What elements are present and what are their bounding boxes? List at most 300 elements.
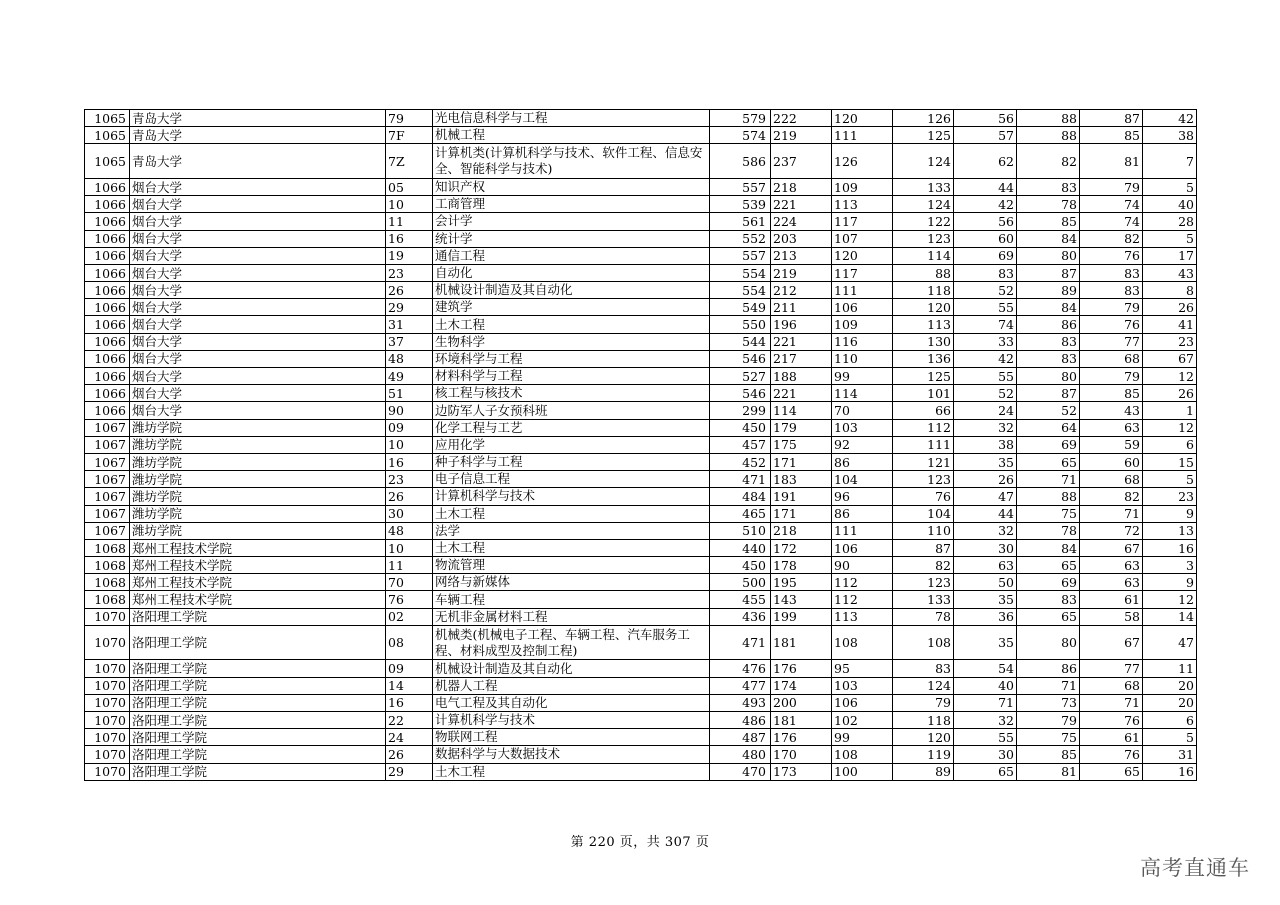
school-name: 烟台大学 <box>130 316 386 333</box>
chinese-score: 170 <box>771 746 832 763</box>
total-score: 477 <box>710 677 771 694</box>
major-name: 核工程与核技术 <box>433 385 710 402</box>
school-code: 1068 <box>85 591 130 608</box>
school-name: 烟台大学 <box>130 368 386 385</box>
table-row <box>85 247 1197 264</box>
chinese-score: 143 <box>771 591 832 608</box>
score-table <box>84 109 1197 781</box>
major-code: 26 <box>386 746 433 763</box>
table-row <box>85 230 1197 247</box>
math-score: 111 <box>832 522 893 539</box>
science-score: 62 <box>954 144 1017 179</box>
major-code: 90 <box>386 402 433 419</box>
table-row <box>85 402 1197 419</box>
score-col-10: 69 <box>1017 574 1080 591</box>
table-row <box>85 763 1197 780</box>
school-name: 郑州工程技术学院 <box>130 539 386 556</box>
school-name: 烟台大学 <box>130 247 386 264</box>
science-score: 54 <box>954 660 1017 677</box>
score-col-10: 65 <box>1017 453 1080 470</box>
score-col-10: 71 <box>1017 471 1080 488</box>
school-code: 1066 <box>85 178 130 195</box>
total-score: 549 <box>710 299 771 316</box>
school-code: 1066 <box>85 282 130 299</box>
score-col-11: 77 <box>1080 660 1143 677</box>
score-col-11: 58 <box>1080 608 1143 625</box>
major-code: 10 <box>386 436 433 453</box>
chinese-score: 179 <box>771 419 832 436</box>
major-code: 09 <box>386 660 433 677</box>
major-name: 应用化学 <box>433 436 710 453</box>
page-number: 第 220 页，共 307 页 <box>570 835 710 850</box>
total-score: 471 <box>710 471 771 488</box>
math-score: 99 <box>832 368 893 385</box>
english-score: 118 <box>893 282 954 299</box>
science-score: 60 <box>954 230 1017 247</box>
english-score: 133 <box>893 591 954 608</box>
score-col-11: 83 <box>1080 264 1143 281</box>
math-score: 113 <box>832 608 893 625</box>
score-col-12: 14 <box>1143 608 1197 625</box>
total-score: 557 <box>710 247 771 264</box>
major-code: 30 <box>386 505 433 522</box>
english-score: 104 <box>893 505 954 522</box>
math-score: 95 <box>832 660 893 677</box>
major-name: 计算机科学与技术 <box>433 488 710 505</box>
score-col-10: 84 <box>1017 299 1080 316</box>
math-score: 109 <box>832 178 893 195</box>
math-score: 108 <box>832 625 893 660</box>
major-code: 16 <box>386 230 433 247</box>
major-code: 16 <box>386 694 433 711</box>
score-col-12: 3 <box>1143 557 1197 574</box>
score-col-12: 11 <box>1143 660 1197 677</box>
science-score: 65 <box>954 763 1017 780</box>
math-score: 100 <box>832 763 893 780</box>
english-score: 123 <box>893 230 954 247</box>
school-code: 1066 <box>85 333 130 350</box>
school-name: 洛阳理工学院 <box>130 694 386 711</box>
table-row <box>85 608 1197 625</box>
school-name: 烟台大学 <box>130 264 386 281</box>
major-name: 网络与新媒体 <box>433 574 710 591</box>
school-code: 1067 <box>85 453 130 470</box>
score-col-11: 67 <box>1080 625 1143 660</box>
chinese-score: 174 <box>771 677 832 694</box>
math-score: 86 <box>832 505 893 522</box>
score-col-10: 88 <box>1017 488 1080 505</box>
score-col-11: 63 <box>1080 557 1143 574</box>
table-row <box>85 694 1197 711</box>
total-score: 471 <box>710 625 771 660</box>
total-score: 574 <box>710 127 771 144</box>
english-score: 126 <box>893 110 954 127</box>
math-score: 96 <box>832 488 893 505</box>
table-row <box>85 453 1197 470</box>
major-code: 16 <box>386 453 433 470</box>
school-code: 1070 <box>85 729 130 746</box>
math-score: 108 <box>832 746 893 763</box>
school-code: 1066 <box>85 213 130 230</box>
chinese-score: 196 <box>771 316 832 333</box>
score-col-12: 31 <box>1143 746 1197 763</box>
school-code: 1066 <box>85 196 130 213</box>
science-score: 35 <box>954 453 1017 470</box>
total-score: 527 <box>710 368 771 385</box>
school-code: 1065 <box>85 144 130 179</box>
total-score: 484 <box>710 488 771 505</box>
science-score: 32 <box>954 712 1017 729</box>
school-name: 洛阳理工学院 <box>130 677 386 694</box>
science-score: 32 <box>954 419 1017 436</box>
total-score: 546 <box>710 385 771 402</box>
math-score: 112 <box>832 591 893 608</box>
school-code: 1066 <box>85 385 130 402</box>
table-row <box>85 746 1197 763</box>
school-code: 1068 <box>85 539 130 556</box>
table-row <box>85 127 1197 144</box>
score-col-12: 12 <box>1143 591 1197 608</box>
score-col-12: 5 <box>1143 178 1197 195</box>
score-col-12: 6 <box>1143 712 1197 729</box>
score-col-11: 77 <box>1080 333 1143 350</box>
school-name: 烟台大学 <box>130 402 386 419</box>
english-score: 123 <box>893 574 954 591</box>
school-name: 洛阳理工学院 <box>130 763 386 780</box>
school-name: 洛阳理工学院 <box>130 729 386 746</box>
major-code: 23 <box>386 471 433 488</box>
total-score: 510 <box>710 522 771 539</box>
science-score: 69 <box>954 247 1017 264</box>
table-row <box>85 712 1197 729</box>
score-col-12: 6 <box>1143 436 1197 453</box>
score-col-10: 81 <box>1017 763 1080 780</box>
score-col-11: 76 <box>1080 746 1143 763</box>
major-name: 机器人工程 <box>433 677 710 694</box>
score-col-10: 89 <box>1017 282 1080 299</box>
school-name: 烟台大学 <box>130 350 386 367</box>
english-score: 122 <box>893 213 954 230</box>
school-code: 1070 <box>85 660 130 677</box>
school-name: 烟台大学 <box>130 385 386 402</box>
chinese-score: 171 <box>771 505 832 522</box>
score-col-11: 81 <box>1080 144 1143 179</box>
score-col-11: 65 <box>1080 763 1143 780</box>
major-code: 26 <box>386 488 433 505</box>
table-row <box>85 196 1197 213</box>
score-col-11: 72 <box>1080 522 1143 539</box>
major-name: 数据科学与大数据技术 <box>433 746 710 763</box>
english-score: 119 <box>893 746 954 763</box>
science-score: 52 <box>954 385 1017 402</box>
major-name: 生物科学 <box>433 333 710 350</box>
school-name: 青岛大学 <box>130 127 386 144</box>
science-score: 44 <box>954 505 1017 522</box>
major-name: 工商管理 <box>433 196 710 213</box>
math-score: 109 <box>832 316 893 333</box>
major-name: 化学工程与工艺 <box>433 419 710 436</box>
major-code: 48 <box>386 350 433 367</box>
school-name: 烟台大学 <box>130 178 386 195</box>
science-score: 42 <box>954 196 1017 213</box>
science-score: 30 <box>954 539 1017 556</box>
major-name: 电气工程及其自动化 <box>433 694 710 711</box>
school-name: 潍坊学院 <box>130 436 386 453</box>
english-score: 136 <box>893 350 954 367</box>
table-row <box>85 488 1197 505</box>
chinese-score: 178 <box>771 557 832 574</box>
score-col-12: 12 <box>1143 368 1197 385</box>
score-col-10: 86 <box>1017 660 1080 677</box>
score-col-12: 1 <box>1143 402 1197 419</box>
major-code: 10 <box>386 539 433 556</box>
major-name: 环境科学与工程 <box>433 350 710 367</box>
major-code: 26 <box>386 282 433 299</box>
score-col-11: 79 <box>1080 368 1143 385</box>
chinese-score: 176 <box>771 660 832 677</box>
major-name: 知识产权 <box>433 178 710 195</box>
school-name: 洛阳理工学院 <box>130 746 386 763</box>
english-score: 133 <box>893 178 954 195</box>
table-row <box>85 350 1197 367</box>
major-name: 统计学 <box>433 230 710 247</box>
score-col-10: 85 <box>1017 746 1080 763</box>
school-code: 1068 <box>85 574 130 591</box>
score-col-11: 79 <box>1080 299 1143 316</box>
table-row <box>85 264 1197 281</box>
math-score: 102 <box>832 712 893 729</box>
major-code: 29 <box>386 763 433 780</box>
science-score: 71 <box>954 694 1017 711</box>
major-name: 种子科学与工程 <box>433 453 710 470</box>
table-row <box>85 557 1197 574</box>
math-score: 103 <box>832 677 893 694</box>
table-row <box>85 660 1197 677</box>
major-name: 土木工程 <box>433 316 710 333</box>
school-name: 青岛大学 <box>130 144 386 179</box>
english-score: 79 <box>893 694 954 711</box>
school-code: 1066 <box>85 264 130 281</box>
major-name: 法学 <box>433 522 710 539</box>
english-score: 111 <box>893 436 954 453</box>
score-col-11: 79 <box>1080 178 1143 195</box>
score-col-11: 76 <box>1080 247 1143 264</box>
school-name: 烟台大学 <box>130 282 386 299</box>
table-row <box>85 110 1197 127</box>
total-score: 500 <box>710 574 771 591</box>
chinese-score: 199 <box>771 608 832 625</box>
chinese-score: 221 <box>771 196 832 213</box>
score-col-11: 59 <box>1080 436 1143 453</box>
english-score: 125 <box>893 368 954 385</box>
table-row <box>85 436 1197 453</box>
science-score: 30 <box>954 746 1017 763</box>
chinese-score: 211 <box>771 299 832 316</box>
chinese-score: 219 <box>771 264 832 281</box>
score-col-12: 16 <box>1143 539 1197 556</box>
science-score: 33 <box>954 333 1017 350</box>
major-name: 计算机科学与技术 <box>433 712 710 729</box>
school-name: 潍坊学院 <box>130 505 386 522</box>
major-name: 自动化 <box>433 264 710 281</box>
school-code: 1067 <box>85 471 130 488</box>
major-name: 机械设计制造及其自动化 <box>433 660 710 677</box>
score-col-11: 76 <box>1080 316 1143 333</box>
school-name: 潍坊学院 <box>130 453 386 470</box>
score-col-11: 68 <box>1080 471 1143 488</box>
english-score: 108 <box>893 625 954 660</box>
major-name: 会计学 <box>433 213 710 230</box>
total-score: 440 <box>710 539 771 556</box>
chinese-score: 172 <box>771 539 832 556</box>
chinese-score: 176 <box>771 729 832 746</box>
major-name: 物联网工程 <box>433 729 710 746</box>
score-col-10: 69 <box>1017 436 1080 453</box>
math-score: 113 <box>832 196 893 213</box>
school-code: 1070 <box>85 608 130 625</box>
total-score: 586 <box>710 144 771 179</box>
science-score: 26 <box>954 471 1017 488</box>
major-code: 37 <box>386 333 433 350</box>
score-col-12: 38 <box>1143 127 1197 144</box>
table-row <box>85 677 1197 694</box>
school-name: 郑州工程技术学院 <box>130 591 386 608</box>
chinese-score: 183 <box>771 471 832 488</box>
total-score: 450 <box>710 419 771 436</box>
science-score: 57 <box>954 127 1017 144</box>
table-row <box>85 522 1197 539</box>
major-name: 无机非金属材料工程 <box>433 608 710 625</box>
school-code: 1066 <box>85 350 130 367</box>
major-code: 49 <box>386 368 433 385</box>
score-col-12: 5 <box>1143 729 1197 746</box>
major-name: 机械类(机械电子工程、车辆工程、汽车服务工程、材料成型及控制工程) <box>433 625 710 660</box>
english-score: 110 <box>893 522 954 539</box>
english-score: 124 <box>893 144 954 179</box>
major-code: 51 <box>386 385 433 402</box>
total-score: 299 <box>710 402 771 419</box>
score-col-12: 47 <box>1143 625 1197 660</box>
total-score: 546 <box>710 350 771 367</box>
school-name: 洛阳理工学院 <box>130 712 386 729</box>
score-col-11: 76 <box>1080 712 1143 729</box>
score-col-10: 83 <box>1017 178 1080 195</box>
english-score: 118 <box>893 712 954 729</box>
major-code: 7Z <box>386 144 433 179</box>
score-col-10: 88 <box>1017 127 1080 144</box>
chinese-score: 191 <box>771 488 832 505</box>
science-score: 36 <box>954 608 1017 625</box>
score-col-11: 68 <box>1080 677 1143 694</box>
table-row <box>85 471 1197 488</box>
score-col-12: 67 <box>1143 350 1197 367</box>
school-code: 1070 <box>85 694 130 711</box>
english-score: 123 <box>893 471 954 488</box>
math-score: 99 <box>832 729 893 746</box>
school-code: 1070 <box>85 625 130 660</box>
score-col-11: 61 <box>1080 729 1143 746</box>
total-score: 552 <box>710 230 771 247</box>
score-col-10: 84 <box>1017 539 1080 556</box>
school-name: 烟台大学 <box>130 333 386 350</box>
table-row <box>85 505 1197 522</box>
score-col-11: 82 <box>1080 488 1143 505</box>
science-score: 32 <box>954 522 1017 539</box>
english-score: 78 <box>893 608 954 625</box>
math-score: 70 <box>832 402 893 419</box>
chinese-score: 175 <box>771 436 832 453</box>
english-score: 76 <box>893 488 954 505</box>
school-name: 洛阳理工学院 <box>130 660 386 677</box>
math-score: 104 <box>832 471 893 488</box>
major-code: 76 <box>386 591 433 608</box>
score-col-12: 8 <box>1143 282 1197 299</box>
score-col-10: 79 <box>1017 712 1080 729</box>
score-col-11: 67 <box>1080 539 1143 556</box>
table-row <box>85 729 1197 746</box>
school-code: 1070 <box>85 763 130 780</box>
english-score: 66 <box>893 402 954 419</box>
chinese-score: 218 <box>771 522 832 539</box>
total-score: 561 <box>710 213 771 230</box>
score-col-11: 87 <box>1080 110 1143 127</box>
table-row <box>85 333 1197 350</box>
major-code: 08 <box>386 625 433 660</box>
science-score: 40 <box>954 677 1017 694</box>
major-name: 边防军人子女预科班 <box>433 402 710 419</box>
science-score: 35 <box>954 591 1017 608</box>
major-name: 计算机类(计算机科学与技术、软件工程、信息安全、智能科学与技术) <box>433 144 710 179</box>
score-col-10: 80 <box>1017 247 1080 264</box>
table-row <box>85 316 1197 333</box>
english-score: 87 <box>893 539 954 556</box>
score-col-12: 23 <box>1143 488 1197 505</box>
english-score: 82 <box>893 557 954 574</box>
major-name: 土木工程 <box>433 763 710 780</box>
score-col-11: 61 <box>1080 591 1143 608</box>
table-row <box>85 625 1197 660</box>
science-score: 42 <box>954 350 1017 367</box>
score-col-10: 71 <box>1017 677 1080 694</box>
table-row <box>85 299 1197 316</box>
science-score: 56 <box>954 213 1017 230</box>
school-code: 1066 <box>85 316 130 333</box>
table-row <box>85 213 1197 230</box>
school-name: 烟台大学 <box>130 196 386 213</box>
school-code: 1067 <box>85 419 130 436</box>
school-code: 1065 <box>85 127 130 144</box>
total-score: 554 <box>710 282 771 299</box>
chinese-score: 181 <box>771 625 832 660</box>
math-score: 107 <box>832 230 893 247</box>
major-name: 建筑学 <box>433 299 710 316</box>
score-col-10: 64 <box>1017 419 1080 436</box>
english-score: 130 <box>893 333 954 350</box>
science-score: 47 <box>954 488 1017 505</box>
total-score: 455 <box>710 591 771 608</box>
score-col-11: 71 <box>1080 694 1143 711</box>
school-code: 1066 <box>85 247 130 264</box>
score-col-10: 83 <box>1017 333 1080 350</box>
score-col-10: 78 <box>1017 522 1080 539</box>
math-score: 120 <box>832 110 893 127</box>
math-score: 126 <box>832 144 893 179</box>
total-score: 579 <box>710 110 771 127</box>
score-col-12: 23 <box>1143 333 1197 350</box>
major-name: 土木工程 <box>433 539 710 556</box>
score-col-10: 78 <box>1017 196 1080 213</box>
school-code: 1067 <box>85 488 130 505</box>
